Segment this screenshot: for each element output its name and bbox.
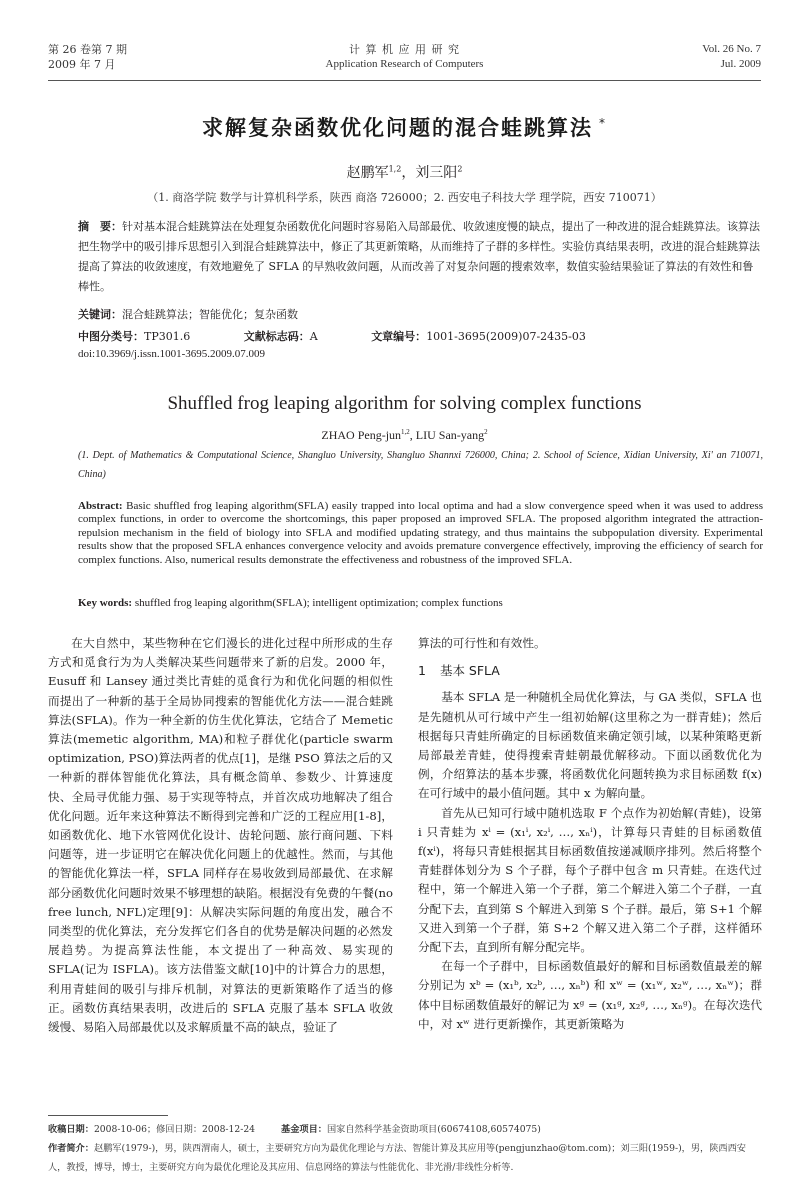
section-1-paragraph-2: 首先从已知可行域中随机选取 F 个点作为初始解(青蛙)，设第 i 只青蛙为 xⁱ = (x₁ⁱ, x₂ⁱ, …, xₙⁱ)，计算每只青蛙的目标函数值 f(xⁱ)，将每只青蛙根据其目标函数值按递减顺序排列。然后将整个青蛙群体划分为 S 个子群，每个子群中包含 m 只青蛙。在迭代过程中，第一个解进入第一个子群，第二个解进入第二个子群，一直分配下去，直到第 S 个解进入到第 S 个子群。最后，第 S+1 个解又进入到第一个子群，第 S+2 个解又进入第二个子群，这样循环分配下去，直到所有解分配完毕。 <box>418 805 762 955</box>
affiliation-cn: （1. 商洛学院 数学与计算机科学系，陕西 商洛 726000；2. 西安电子科技大学 理学院，西安 710071） <box>147 191 662 204</box>
header-right <box>702 42 761 72</box>
footnote-rule <box>48 1115 168 1116</box>
author-en-sep: , <box>409 428 416 442</box>
keywords-cn <box>78 306 763 324</box>
date-en: Jul. 2009 <box>720 58 761 70</box>
received-label: 收稿日期： <box>48 1124 94 1135</box>
header-rule <box>48 80 761 81</box>
keywords-en-label: Key words: <box>78 597 133 609</box>
abstract-cn-label: 摘 要： <box>78 220 122 233</box>
author-1: 赵鹏军 <box>346 165 389 181</box>
volume-en: Vol. 26 No. 7 <box>702 43 761 55</box>
author-sep: ， <box>401 165 416 181</box>
footnote-bio <box>48 1139 763 1177</box>
clc-value: TP301.6 <box>144 330 191 343</box>
author-1-affil: 1,2 <box>388 164 402 174</box>
section-1-title: 基本 SFLA <box>439 663 500 679</box>
section-1-number: 1 <box>418 663 426 679</box>
body-column-left <box>48 634 393 1037</box>
header-center <box>48 42 761 72</box>
author-1-en: ZHAO Peng-jun <box>321 428 402 442</box>
abstract-en-text: Basic shuffled frog leaping algorithm(SFLA) easily trapped into local optima and had a slow convergence speed when it was used to address complex functions, in order to overcome the shortcomings, this paper proposed an improved SFLA. The proposed algorithm integrated the attraction-repulsion mechanism in the field of biology into SFLA and modified updating strategy, and thus maintains the subpopulation diversity. Experimental results show that the proposed SFLA enhances convergence velocity and avoids premature convergence effectively, improving the efficiency of search for complex functions. Also, numerical results demonstrate the effectiveness and robustness of the improved SFLA. <box>78 500 763 566</box>
fund-value: 国家自然科学基金资助项目(60674108,60574075) <box>326 1124 541 1135</box>
title-footnote-mark: * <box>599 116 607 130</box>
author-2: 刘三阳 <box>415 165 458 181</box>
keywords-en-text: shuffled frog leaping algorithm(SFLA); intelligent optimization; complex functions <box>132 597 503 609</box>
keywords-cn-text: 混合蛙跳算法；智能优化；复杂函数 <box>122 308 298 321</box>
journal-cn: 计 算 机 应 用 研 究 <box>349 43 460 56</box>
body-column-right <box>418 634 762 1034</box>
bio-label: 作者简介： <box>48 1143 94 1154</box>
clc-label: 中图分类号： <box>78 330 144 343</box>
abstract-en-label: Abstract: <box>78 500 123 512</box>
paper-title-en: Shuffled frog leaping algorithm for solving complex functions <box>167 393 642 414</box>
intro-continuation: 算法的可行性和有效性。 <box>418 636 546 650</box>
authors-en <box>0 428 809 443</box>
section-1-heading <box>418 661 762 680</box>
authors-cn <box>0 162 809 182</box>
doc-code-value: A <box>309 330 318 343</box>
footnote-dates-fund <box>48 1120 763 1139</box>
bio-value: 赵鹏军(1979-)，男，陕西渭南人，硕士，主要研究方向为最优化理论与方法、智能计算及其应用等(pengjunzhao@tom.com)；刘三阳(1959-)，男，陕西西安人，教授，博导，博士，主要研究方向为最优化理论及其应用、信息网络的算法与性能优化、非光滑/非线性分析等. <box>48 1143 746 1173</box>
doc-code-label: 文献标志码： <box>243 330 310 343</box>
author-1-en-affil: 1,2 <box>401 428 410 436</box>
date-cn: 2009 年 7 月 <box>48 58 116 71</box>
received-value: 2008-10-06；修回日期：2008-12-24 <box>93 1124 256 1135</box>
footnotes <box>48 1120 763 1177</box>
classification-line <box>78 328 763 346</box>
author-2-affil: 2 <box>457 164 463 174</box>
article-no-label: 文章编号： <box>371 330 427 343</box>
paper-title <box>48 112 761 142</box>
abstract-cn-text: 针对基本混合蛙跳算法在处理复杂函数优化问题时容易陷入局部最优、收敛速度慢的缺点，提出了一种改进的混合蛙跳算法。该算法把生物学中的吸引排斥思想引入到混合蛙跳算法中，修正了其更新策略，从而维持了子群的多样性。实验仿真结果表明，改进的混合蛙跳算法提高了算法的收敛速度，有效地避免了 SFLA 的早熟收敛问题，从而改善了对复杂问题的搜索效率，数值实验结果验证了算法的有效性和鲁棒性。 <box>78 220 760 293</box>
intro-paragraph: 在大自然中，某些物种在它们漫长的进化过程中所形成的生存方式和觅食行为为人类解决某些问题带来了新的启发。2000 年，Eusuff 和 Lansey 通过类比青蛙的觅食行为和优化问题的相似性而提出了一种新的基于全局协同搜索的智能优化方法——混合蛙跳算法(SFLA)。作为一种全新的仿生优化算法，它结合了 Memetic 算法(memetic algorithm, MA)和粒子群优化(particle swarm optimization, PSO)算法两者的优点[1]，是继 PSO 算法之后的又一种新的群体智能优化算法，具有概念简单、参数少、计算速度快、全局寻优能力强、易于实现等特点，并首次成功地解决了组合优化问题。近年来这种算法不断得到完善和广泛的工程应用[1-8]，如函数优化、地下水管网优化设计、齿轮问题、旅行商问题、下料问题等，进一步证明它在解决优化问题上的优越性。然而，与其他的智能优化算法一样，SFLA 同样存在易收敛到局部最优、在求解部分函数优化问题时效果不够理想的缺陷。根据没有免费的午餐(no free lunch, NFL)定理[9]：从解决实际问题的角度出发，融合不同类型的优化算法，充分发挥它们各自的优势是解决问题的必然发展趋势。为提高算法性能，本文提出了一种高效、易实现的 SFLA(记为 ISFLA)。该方法借鉴文献[10]中的计算合力的思想，利用青蛙间的吸引与排斥机制，对算法的更新策略作了适当的修正。函数仿真结果表明，改进后的 SFLA 克服了基本 SFLA 收敛缓慢、易陷入局部最优以及求解质量不高的缺点，验证了 <box>48 636 393 1035</box>
author-2-en: LIU San-yang <box>415 428 485 442</box>
doi: doi:10.3969/j.issn.1001-3695.2009.07.009 <box>78 348 266 360</box>
volume-cn: 第 26 卷第 7 期 <box>48 43 127 56</box>
fund-label: 基金项目： <box>281 1124 327 1135</box>
journal-en: Application Research of Computers <box>325 58 484 70</box>
affiliation-en: (1. Dept. of Mathematics & Computational Science, Shangluo University, Shangluo Shannxi 726000, China; 2. School of Science, Xidian University, Xi' an 710071, China) <box>78 450 763 480</box>
abstract-en <box>78 500 763 567</box>
author-2-en-affil: 2 <box>484 428 488 436</box>
article-no-value: 1001-3695(2009)07-2435-03 <box>426 330 586 343</box>
running-header <box>48 42 761 78</box>
keywords-cn-label: 关键词： <box>78 308 122 321</box>
keywords-en <box>78 597 763 609</box>
title-text: 求解复杂函数优化问题的混合蛙跳算法 <box>202 116 593 140</box>
section-1-paragraph-1: 基本 SFLA 是一种随机全局优化算法，与 GA 类似，SFLA 也是先随机从可行域中产生一组初始解(这里称之为一群青蛙)；然后根据每只青蛙所确定的目标函数值来确定领引域，以某种策略更新局部最差青蛙，使得搜索青蛙朝最优解移动。下面以函数优化为例，介绍算法的基本步骤，将函数优化问题转换为求目标函数 f(x) 在可行域中的最小值问题。其中 x 为解向量。 <box>418 690 762 801</box>
abstract-cn <box>78 217 763 297</box>
section-1-paragraph-3: 在每一个子群中，目标函数值最好的解和目标函数值最差的解分别记为 xᵇ = (x₁ᵇ, x₂ᵇ, …, xₙᵇ) 和 xʷ = (x₁ʷ, x₂ʷ, …, xₙʷ)；群体中目标函数值最好的解记为 xᵍ = (x₁ᵍ, x₂ᵍ, …, xₙᵍ)。在每次迭代中，对 xʷ 进行更新操作，其更新策略为 <box>418 959 762 1031</box>
